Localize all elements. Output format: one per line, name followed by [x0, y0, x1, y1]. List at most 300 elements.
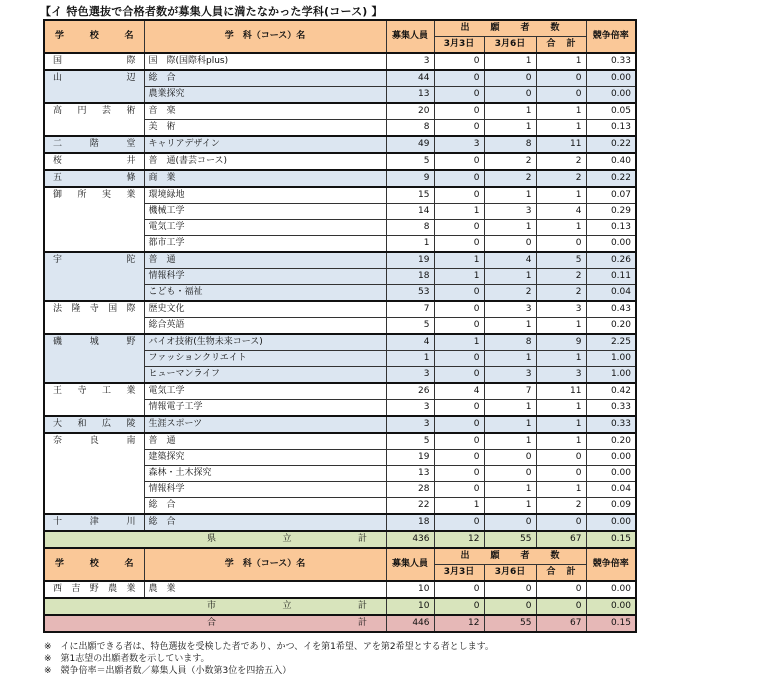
- cell-capacity: 8: [386, 220, 434, 236]
- cell-total: 1: [536, 318, 586, 335]
- cell-mar3: 0: [434, 351, 484, 367]
- cell-ratio: 0.15: [586, 615, 636, 632]
- header-row: [44, 548, 636, 565]
- header-mar3: 3月3日: [434, 37, 484, 54]
- cell-ratio: 0.20: [586, 433, 636, 450]
- course-name: 環境緑地: [144, 187, 386, 204]
- course-name: 総 合: [144, 514, 386, 531]
- course-name: 商 業: [144, 170, 386, 187]
- school-name-char: 大: [53, 419, 63, 429]
- course-name: 総合英語: [144, 318, 386, 335]
- cell-total: 3: [536, 301, 586, 318]
- cell-ratio: 0.05: [586, 103, 636, 120]
- cell-capacity: 5: [386, 433, 434, 450]
- cell-total: 1: [536, 220, 586, 236]
- school-name-char: 和: [77, 419, 87, 429]
- cell-total: 0: [536, 466, 586, 482]
- course-name: 普 通(書芸コース): [144, 153, 386, 170]
- cell-mar3: 1: [434, 334, 484, 351]
- school-name-char: 所: [77, 190, 87, 200]
- total-label-char: 立: [282, 601, 292, 611]
- table-row: [44, 334, 636, 351]
- cell-mar3: 0: [434, 236, 484, 253]
- cell-mar3: 1: [434, 498, 484, 515]
- cell-total: 1: [536, 120, 586, 137]
- cell-mar6: 1: [484, 187, 536, 204]
- school-name-char: 術: [126, 106, 136, 116]
- school-name-char: 十: [53, 517, 63, 527]
- cell-capacity: 13: [386, 87, 434, 104]
- course-name: バイオ技術(生物未来コース): [144, 334, 386, 351]
- header-total-char: 合: [546, 567, 556, 577]
- prefectural-total-label: [44, 531, 386, 548]
- cell-mar6: 1: [484, 433, 536, 450]
- table-row: [44, 136, 636, 153]
- school-name-char: 際: [126, 304, 136, 314]
- school-name-char: 広: [101, 419, 111, 429]
- cell-capacity: 9: [386, 170, 434, 187]
- cell-mar6: 55: [484, 531, 536, 548]
- table-row: [44, 433, 636, 450]
- course-name: 国 際(国際科plus): [144, 53, 386, 70]
- header-applicants: [434, 20, 586, 37]
- cell-mar6: 55: [484, 615, 536, 632]
- cell-capacity: 3: [386, 416, 434, 433]
- cell-mar3: 4: [434, 383, 484, 400]
- school-name-char: 辺: [126, 73, 136, 83]
- course-name: 情報科学: [144, 482, 386, 498]
- cell-capacity: 28: [386, 482, 434, 498]
- school-name-char: 御: [53, 190, 63, 200]
- course-name: 情報科学: [144, 269, 386, 285]
- cell-mar6: 1: [484, 53, 536, 70]
- course-name: ファッションクリエイト: [144, 351, 386, 367]
- cell-mar6: 0: [484, 450, 536, 466]
- cell-capacity: 3: [386, 367, 434, 384]
- header-capacity: 募集人員: [386, 548, 434, 581]
- cell-mar3: 0: [434, 285, 484, 302]
- cell-capacity: 18: [386, 269, 434, 285]
- cell-capacity: 436: [386, 531, 434, 548]
- cell-mar3: 0: [434, 400, 484, 417]
- cell-total: 4: [536, 204, 586, 220]
- cell-ratio: 0.00: [586, 598, 636, 615]
- header-applicants-char: 出: [460, 23, 470, 33]
- cell-total: 3: [536, 367, 586, 384]
- header-course: 学 科（コース）名: [144, 548, 386, 581]
- cell-mar6: 3: [484, 367, 536, 384]
- header-school: [44, 548, 144, 581]
- table-row: [44, 187, 636, 204]
- cell-mar3: 0: [434, 318, 484, 335]
- cell-ratio: 0.26: [586, 252, 636, 269]
- cell-ratio: 0.29: [586, 204, 636, 220]
- header-school-char: 学: [55, 559, 65, 569]
- course-name: 都市工学: [144, 236, 386, 253]
- cell-mar3: 0: [434, 416, 484, 433]
- cell-total: 1: [536, 482, 586, 498]
- table-row: [44, 252, 636, 269]
- cell-mar6: 8: [484, 136, 536, 153]
- header-school: [44, 20, 144, 53]
- school-name-char: 実: [101, 190, 111, 200]
- cell-mar3: 0: [434, 87, 484, 104]
- cell-total: 1: [536, 187, 586, 204]
- cell-total: 11: [536, 136, 586, 153]
- cell-ratio: 0.00: [586, 514, 636, 531]
- cell-ratio: 0.04: [586, 285, 636, 302]
- header-applicants-char: 数: [550, 551, 560, 561]
- school-name-char: 業: [126, 190, 136, 200]
- school-name: [44, 433, 144, 514]
- school-name-char: 芸: [101, 106, 111, 116]
- course-name: 農 業: [144, 581, 386, 598]
- cell-mar3: 0: [434, 187, 484, 204]
- cell-mar6: 0: [484, 70, 536, 87]
- cell-mar3: 0: [434, 581, 484, 598]
- header-applicants-char: 願: [490, 551, 500, 561]
- cell-mar3: 0: [434, 482, 484, 498]
- results-table: [43, 19, 637, 549]
- school-name-char: 奈: [53, 436, 63, 446]
- cell-mar6: 1: [484, 416, 536, 433]
- page-title: 【イ 特色選抜で合格者数が募集人員に満たなかった学科(コース) 】: [40, 5, 383, 18]
- cell-mar3: 0: [434, 598, 484, 615]
- total-label-char: 計: [357, 618, 367, 628]
- school-name-char: 野: [126, 337, 136, 347]
- cell-mar3: 1: [434, 269, 484, 285]
- course-name: 総 合: [144, 70, 386, 87]
- school-name: [44, 301, 144, 334]
- cell-mar3: 0: [434, 120, 484, 137]
- cell-ratio: 0.00: [586, 581, 636, 598]
- cell-capacity: 18: [386, 514, 434, 531]
- notes: [44, 641, 494, 677]
- cell-capacity: 22: [386, 498, 434, 515]
- total-label-char: 計: [357, 534, 367, 544]
- school-name: [44, 170, 144, 187]
- course-name: 歴史文化: [144, 301, 386, 318]
- cell-capacity: 7: [386, 301, 434, 318]
- course-name: 普 通: [144, 433, 386, 450]
- school-name-char: 陀: [126, 255, 136, 265]
- cell-mar6: 8: [484, 334, 536, 351]
- cell-mar3: 0: [434, 103, 484, 120]
- school-name-char: 津: [89, 517, 99, 527]
- school-name-char: 農: [108, 584, 118, 594]
- cell-capacity: 8: [386, 120, 434, 137]
- course-name: キャリアデザイン: [144, 136, 386, 153]
- prefectural-total-row: [44, 531, 636, 548]
- school-name-char: 條: [126, 173, 136, 183]
- cell-total: 0: [536, 581, 586, 598]
- header-school-char: 名: [124, 31, 134, 41]
- header-applicants-char: 者: [520, 23, 530, 33]
- school-name-char: 堂: [126, 139, 136, 149]
- cell-mar6: 0: [484, 598, 536, 615]
- cell-mar6: 0: [484, 581, 536, 598]
- table-row: [44, 103, 636, 120]
- cell-ratio: 0.11: [586, 269, 636, 285]
- school-name: [44, 136, 144, 153]
- total-label-char: 計: [357, 601, 367, 611]
- school-name-char: 吉: [71, 584, 81, 594]
- cell-ratio: 0.42: [586, 383, 636, 400]
- cell-mar3: 1: [434, 252, 484, 269]
- school-name: [44, 514, 144, 531]
- cell-capacity: 10: [386, 598, 434, 615]
- header-ratio: 競争倍率: [586, 20, 636, 53]
- school-name: [44, 252, 144, 301]
- table-row: [44, 153, 636, 170]
- school-name-char: 城: [89, 337, 99, 347]
- cell-capacity: 4: [386, 334, 434, 351]
- course-name: 音 楽: [144, 103, 386, 120]
- course-name: 機械工学: [144, 204, 386, 220]
- cell-mar6: 3: [484, 204, 536, 220]
- cell-ratio: 0.33: [586, 400, 636, 417]
- grand-total-label: [44, 615, 386, 632]
- school-name-char: 川: [126, 517, 136, 527]
- cell-ratio: 1.00: [586, 351, 636, 367]
- school-name-char: 寺: [77, 386, 87, 396]
- course-name: 情報電子工学: [144, 400, 386, 417]
- header-applicants: [434, 548, 586, 565]
- school-name: [44, 581, 144, 598]
- header-mar6: 3月6日: [484, 565, 536, 582]
- cell-mar6: 1: [484, 103, 536, 120]
- total-label-char: 県: [207, 534, 217, 544]
- header-ratio: 競争倍率: [586, 548, 636, 581]
- cell-mar6: 1: [484, 318, 536, 335]
- cell-capacity: 5: [386, 153, 434, 170]
- cell-total: 67: [536, 615, 586, 632]
- cell-total: 0: [536, 70, 586, 87]
- school-name-char: 寺: [89, 304, 99, 314]
- school-name-char: 隆: [71, 304, 81, 314]
- cell-mar3: 0: [434, 466, 484, 482]
- school-name-char: 陵: [126, 419, 136, 429]
- school-name-char: 際: [126, 56, 136, 66]
- city-total-row: [44, 598, 636, 615]
- cell-total: 67: [536, 531, 586, 548]
- cell-ratio: 0.22: [586, 170, 636, 187]
- cell-mar3: 0: [434, 70, 484, 87]
- cell-ratio: 0.33: [586, 53, 636, 70]
- cell-mar6: 0: [484, 236, 536, 253]
- header-total-char: 計: [566, 39, 576, 49]
- school-name: [44, 187, 144, 252]
- table-row: [44, 383, 636, 400]
- cell-capacity: 446: [386, 615, 434, 632]
- header-row: [44, 20, 636, 37]
- cell-ratio: 0.13: [586, 220, 636, 236]
- header-mar6: 3月6日: [484, 37, 536, 54]
- note-2: ※ 第1志望の出願者数を示しています。: [44, 654, 210, 664]
- school-name-char: 業: [126, 386, 136, 396]
- total-label-char: 立: [282, 534, 292, 544]
- header-course: 学 科（コース）名: [144, 20, 386, 53]
- city-table: [43, 547, 637, 633]
- table-row: [44, 514, 636, 531]
- note-1: ※ イに出願できる者は、特色選抜を受検した者であり、かつ、イを第1希望、アを第2希望とする者とします。: [44, 642, 494, 652]
- school-name-char: 宇: [53, 255, 63, 265]
- cell-mar3: 0: [434, 367, 484, 384]
- cell-capacity: 14: [386, 204, 434, 220]
- school-name-char: 山: [53, 73, 63, 83]
- cell-total: 2: [536, 498, 586, 515]
- school-name-char: 磯: [53, 337, 63, 347]
- table-row: [44, 70, 636, 87]
- cell-mar6: 1: [484, 220, 536, 236]
- cell-ratio: 0.40: [586, 153, 636, 170]
- cell-mar3: 12: [434, 615, 484, 632]
- cell-mar6: 4: [484, 252, 536, 269]
- grand-total-row: [44, 615, 636, 632]
- cell-ratio: 0.04: [586, 482, 636, 498]
- cell-ratio: 0.09: [586, 498, 636, 515]
- cell-total: 11: [536, 383, 586, 400]
- course-name: ヒューマンライフ: [144, 367, 386, 384]
- school-name-char: 法: [53, 304, 63, 314]
- header-total: [536, 565, 586, 582]
- cell-ratio: 2.25: [586, 334, 636, 351]
- cell-ratio: 0.00: [586, 236, 636, 253]
- cell-ratio: 0.33: [586, 416, 636, 433]
- cell-total: 1: [536, 103, 586, 120]
- table-row: [44, 416, 636, 433]
- cell-capacity: 5: [386, 318, 434, 335]
- course-name: 電気工学: [144, 220, 386, 236]
- cell-capacity: 53: [386, 285, 434, 302]
- cell-total: 9: [536, 334, 586, 351]
- cell-ratio: 0.00: [586, 450, 636, 466]
- cell-total: 2: [536, 153, 586, 170]
- cell-mar6: 1: [484, 400, 536, 417]
- school-name-char: 工: [101, 386, 111, 396]
- cell-total: 2: [536, 170, 586, 187]
- cell-ratio: 0.15: [586, 531, 636, 548]
- note-3: ※ 競争倍率＝出願者数／募集人員（小数第3位を四捨五入）: [44, 666, 292, 676]
- course-name: 普 通: [144, 252, 386, 269]
- cell-total: 1: [536, 400, 586, 417]
- cell-ratio: 0.43: [586, 301, 636, 318]
- course-name: 総 合: [144, 498, 386, 515]
- cell-capacity: 49: [386, 136, 434, 153]
- cell-mar3: 3: [434, 136, 484, 153]
- cell-mar3: 12: [434, 531, 484, 548]
- cell-total: 2: [536, 269, 586, 285]
- cell-total: 1: [536, 416, 586, 433]
- cell-total: 1: [536, 351, 586, 367]
- school-name-char: 業: [126, 584, 136, 594]
- cell-mar3: 0: [434, 450, 484, 466]
- school-name-char: 西: [53, 584, 63, 594]
- cell-capacity: 20: [386, 103, 434, 120]
- header-total: [536, 37, 586, 54]
- school-name: [44, 383, 144, 416]
- cell-mar6: 2: [484, 170, 536, 187]
- cell-total: 0: [536, 236, 586, 253]
- cell-mar6: 3: [484, 301, 536, 318]
- city-total-label: [44, 598, 386, 615]
- cell-total: 0: [536, 598, 586, 615]
- header-school-char: 校: [89, 31, 99, 41]
- cell-capacity: 3: [386, 400, 434, 417]
- school-name: [44, 103, 144, 136]
- cell-mar3: 0: [434, 514, 484, 531]
- cell-mar6: 2: [484, 285, 536, 302]
- cell-ratio: 0.22: [586, 136, 636, 153]
- cell-capacity: 19: [386, 252, 434, 269]
- school-name-char: 二: [53, 139, 63, 149]
- cell-mar6: 1: [484, 482, 536, 498]
- school-name-char: 国: [53, 56, 63, 66]
- cell-total: 2: [536, 285, 586, 302]
- cell-mar6: 1: [484, 498, 536, 515]
- header-applicants-char: 願: [490, 23, 500, 33]
- cell-ratio: 0.13: [586, 120, 636, 137]
- course-name: 美 術: [144, 120, 386, 137]
- cell-total: 5: [536, 252, 586, 269]
- header-capacity: 募集人員: [386, 20, 434, 53]
- header-applicants-char: 出: [460, 551, 470, 561]
- school-name: [44, 416, 144, 433]
- header-school-char: 名: [124, 559, 134, 569]
- cell-mar6: 0: [484, 87, 536, 104]
- cell-total: 1: [536, 53, 586, 70]
- cell-mar6: 2: [484, 153, 536, 170]
- table-row: [44, 53, 636, 70]
- header-applicants-char: 数: [550, 23, 560, 33]
- cell-ratio: 1.00: [586, 367, 636, 384]
- cell-capacity: 3: [386, 53, 434, 70]
- header-total-char: 計: [566, 567, 576, 577]
- header-total-char: 合: [546, 39, 556, 49]
- cell-mar3: 1: [434, 204, 484, 220]
- cell-capacity: 1: [386, 236, 434, 253]
- school-name-char: 高: [53, 106, 63, 116]
- school-name-char: 桜: [53, 156, 63, 166]
- header-applicants-char: 者: [520, 551, 530, 561]
- cell-capacity: 26: [386, 383, 434, 400]
- course-name: 電気工学: [144, 383, 386, 400]
- cell-mar6: 1: [484, 351, 536, 367]
- cell-ratio: 0.00: [586, 87, 636, 104]
- total-label-char: 市: [207, 601, 217, 611]
- school-name-char: 国: [108, 304, 118, 314]
- cell-mar6: 1: [484, 269, 536, 285]
- course-name: 農業探究: [144, 87, 386, 104]
- table-row: [44, 301, 636, 318]
- cell-mar6: 0: [484, 514, 536, 531]
- cell-ratio: 0.20: [586, 318, 636, 335]
- cell-ratio: 0.00: [586, 70, 636, 87]
- table-row: [44, 581, 636, 598]
- cell-mar3: 0: [434, 153, 484, 170]
- cell-mar6: 0: [484, 466, 536, 482]
- school-name-char: 階: [89, 139, 99, 149]
- school-name-char: 王: [53, 386, 63, 396]
- cell-total: 0: [536, 87, 586, 104]
- cell-mar6: 1: [484, 120, 536, 137]
- cell-capacity: 15: [386, 187, 434, 204]
- header-school-char: 校: [89, 559, 99, 569]
- school-name: [44, 70, 144, 103]
- cell-mar3: 0: [434, 433, 484, 450]
- cell-mar3: 0: [434, 301, 484, 318]
- course-name: こども・福祉: [144, 285, 386, 302]
